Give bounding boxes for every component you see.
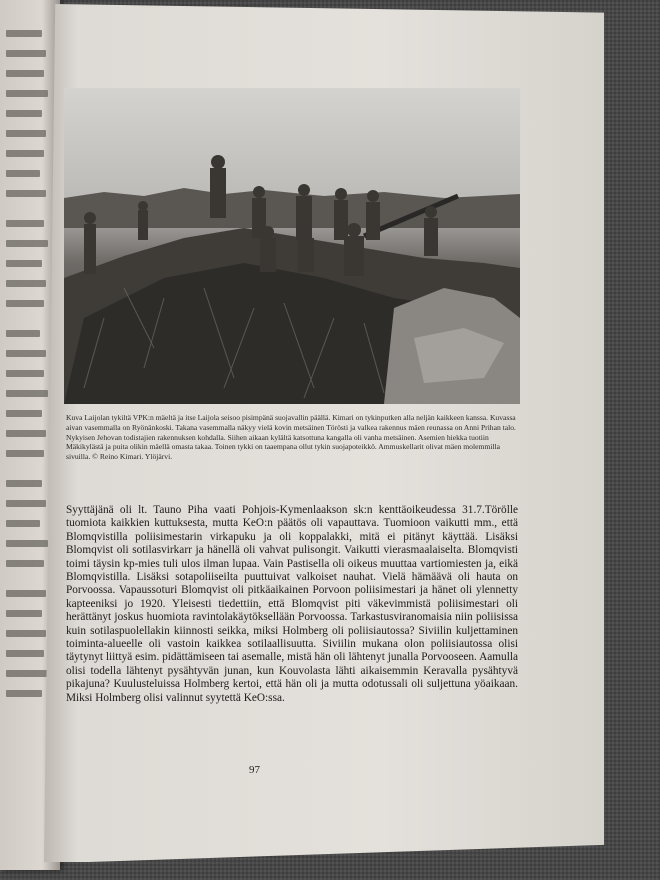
photo-drawing <box>64 88 520 404</box>
photo-caption: Kuva Laijolan tykiltä VPK:n mäeltä ja itse Laijola seisoo pisimpänä suojavallin päällä. Kimari on tykinputken alla neljän kaikkeen kanssa. Kuvassa aivan vasemmalla on Ryönänkoski. Takana vasemmalla näkyy vielä kovin metsäinen Törösti ja valkea rakennus mäen reunassa on Anni Prihan talo. Nykyisen Jehovan todistajien rakennuksen kohdalla. Siihen aikaan kylältä katsottuna kangalla oli vanha metsäinen. Asemien hiekka tuotiin Mäkikylästä ja puita olikin mäellä omasta takaa. Toinen tykki on taaempana ollut tykin suojapoteikkö. Ammuskellarit olivat mäen molemmilla sivuilla. © Reino Kimari. Ylöjärvi. <box>66 413 516 462</box>
body-text <box>66 504 518 705</box>
page-number: 97 <box>249 764 260 776</box>
historical-photo <box>64 88 520 404</box>
body-paragraph: Syyttäjänä oli lt. Tauno Piha vaati Pohjois-Kymenlaakson sk:n kenttäoikeudessa 31.7.Törölle tuomiota kaikkien kuttuksesta, mutta KeO:n päätös oli vapauttava. Tuomioon vaikutti mm., että Blomqvistilla poliisimestarin virkapuku ja oli koppalakki, mitä ei pitänyt käyttää. Lisäksi Blomqvist oli sotilasvirkarr ja hänellä oli vahvat pulisongit. Vaikutti vierasmaalaiselta. Blomqvisti toimi täysin kp-mies tuli ulos ilman lupaa. Vain Pastisella oli oikeus muuttaa vartiomiesten ja, eikä Blomqvistilla. Lisäksi sotapoliiseilta puuttuivat valkoiset nauhat. Vielä hämäävä oli hauta on Porvoossa. Vapaussoturi Blomqvist oli pitkäaikainen Porvoon poliisimestari ja hänet oli ylennetty kapteeniksi jo 1920. Yleisesti tiedettiin, että Blomqvist piti väkevimmistä poliisimestari oli herättänyt joskus huomiota ravintolakäytöksellään Porvoossa. Tarkastusviranomaisia niin poliisissa kuin sotilaspuolellakin kiinnosti seikka, miksi Holmberg oli poliisiautossa? Siviilin kuljettaminen toiminta-alueelle oli vastoin kaikkea sotilaallisuutta. Siviilin mukana olon poliisiautossa olisi täytynyt liittyä esim. pidättämiseen tai asemalle, mistä hän oli lähtenyt junalla Porvooseen. Aamulla olisi todella lähtenyt pysähtyvän junan, kun Kouvolasta lähti aikaisemmin Keravalla pysähtyvä pikajuna? Kuulusteluissa Holmberg kertoi, että hän oli ja mutta odotussali oli suljettuna yöaikaan. Miksi Holmberg olisi valinnut syytettä KeO:ssa. <box>66 504 518 704</box>
